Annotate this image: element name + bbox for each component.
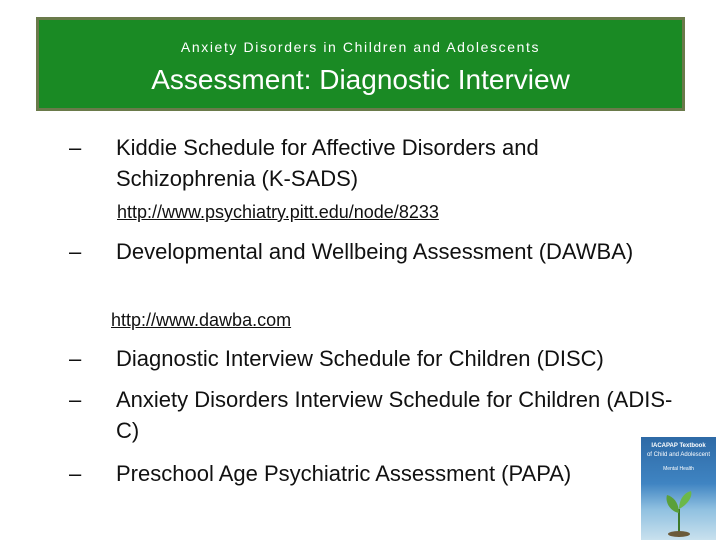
slide-title: Assessment: Diagnostic Interview: [151, 64, 570, 95]
ksads-link[interactable]: http://www.psychiatry.pitt.edu/node/8233: [117, 202, 439, 222]
list-item-text: Anxiety Disorders Interview Schedule for Children (ADIS-C): [116, 387, 673, 443]
textbook-cover-image: [641, 437, 716, 540]
list-item-text: Preschool Age Psychiatric Assessment (PAPA): [116, 461, 572, 486]
slide-header: [36, 17, 685, 111]
list-item-text: Diagnostic Interview Schedule for Children (DISC): [116, 346, 604, 371]
dash-bullet: –: [69, 239, 82, 264]
dawba-link[interactable]: http://www.dawba.com: [111, 310, 292, 330]
slide-subtitle: Anxiety Disorders in Children and Adolescents: [180, 39, 541, 55]
list-item-text: Kiddie Schedule for Affective Disorders and Schizophrenia (K-SADS): [116, 135, 539, 191]
list-item: [69, 343, 673, 374]
list-item: [69, 132, 673, 194]
list-item: [69, 236, 673, 267]
list-item: [69, 458, 673, 489]
book-title-line: Mental Health: [663, 466, 694, 472]
list-item-text: Developmental and Wellbeing Assessment (DAWBA): [116, 239, 634, 264]
dash-bullet: –: [69, 461, 82, 486]
list-item: [69, 384, 673, 446]
book-title-line: of Child and Adolescent: [646, 452, 711, 458]
seedling-icon: [663, 487, 695, 537]
dash-bullet: –: [69, 135, 82, 160]
book-title-line: IACAPAP Textbook: [651, 443, 706, 449]
dash-bullet: –: [69, 346, 82, 371]
dash-bullet: –: [69, 387, 82, 412]
